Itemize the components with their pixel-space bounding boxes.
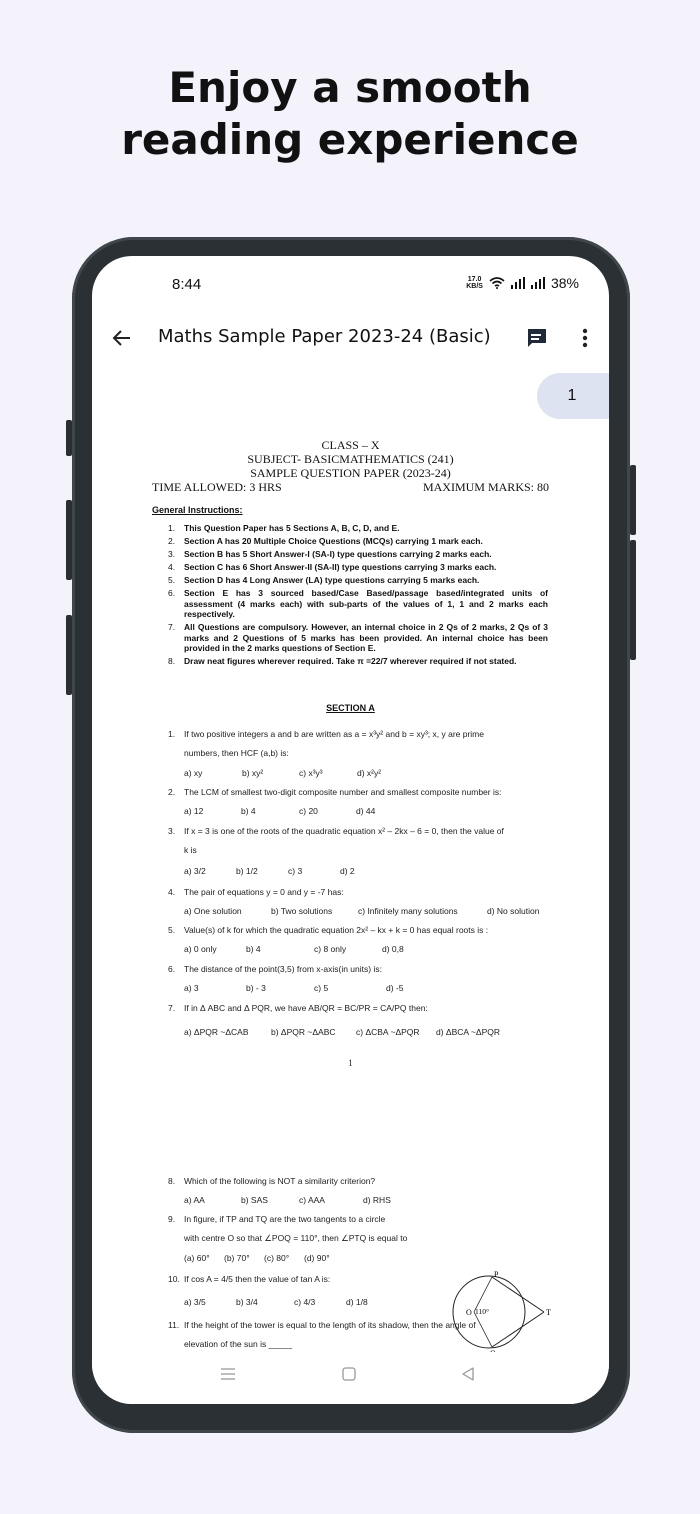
comment-icon[interactable] bbox=[525, 326, 549, 350]
question-number: 4. bbox=[168, 887, 176, 897]
option: a) One solution bbox=[184, 906, 242, 916]
question-text: If cos A = 4/5 then the value of tan A is: bbox=[184, 1274, 331, 1284]
question-number: 11. bbox=[168, 1320, 180, 1330]
question-text: The pair of equations y = 0 and y = -7 has: bbox=[184, 887, 344, 897]
option: a) 3/2 bbox=[184, 866, 206, 876]
phone-screen bbox=[92, 256, 609, 1404]
instruction-text: All Questions are compulsory. However, an internal choice in 2 Qs of 2 marks, 2 Qs of 3 marks and 2 Questions of 5 marks has been provided. An internal choice has been provided in the 2 marks questions of Section E. bbox=[184, 622, 548, 653]
option: d) 0,8 bbox=[382, 944, 404, 954]
document-title: Maths Sample Paper 2023-24 (Basic) bbox=[158, 326, 491, 347]
more-vert-icon[interactable] bbox=[580, 326, 590, 350]
question-text: In figure, if TP and TQ are the two tangents to a circle bbox=[184, 1214, 386, 1224]
option: c) 20 bbox=[299, 806, 318, 816]
question-3-options bbox=[184, 866, 554, 876]
recents-nav-icon[interactable] bbox=[220, 1366, 236, 1382]
maximum-marks: MAXIMUM MARKS: 80 bbox=[422, 480, 549, 494]
question-number: 3. bbox=[168, 826, 176, 836]
option: (d) 90° bbox=[304, 1253, 330, 1263]
status-icons bbox=[466, 275, 579, 291]
instruction-number: 7. bbox=[168, 622, 176, 632]
question-number: 10. bbox=[168, 1274, 180, 1284]
question-9-options bbox=[184, 1253, 554, 1263]
question-number: 6. bbox=[168, 964, 176, 974]
question-1 bbox=[168, 729, 548, 739]
option: b) SAS bbox=[241, 1195, 268, 1205]
figure-label-p: P bbox=[494, 1270, 499, 1279]
instruction-text: Section C has 6 Short Answer-II (SA-II) type questions carrying 3 marks each. bbox=[184, 562, 497, 572]
option: c) x³y³ bbox=[299, 768, 323, 778]
instruction-number: 4. bbox=[168, 562, 176, 572]
question-number: 1. bbox=[168, 729, 176, 739]
instruction-item bbox=[168, 656, 548, 667]
question-3-line-2: k is bbox=[184, 845, 197, 855]
question-8 bbox=[168, 1176, 548, 1186]
instruction-item bbox=[168, 562, 548, 573]
question-2-options bbox=[184, 806, 554, 816]
instruction-item bbox=[168, 549, 548, 560]
time-allowed: TIME ALLOWED: 3 HRS bbox=[152, 480, 282, 494]
option: b) Two solutions bbox=[271, 906, 333, 916]
option: a) 0 only bbox=[184, 944, 217, 954]
status-bar bbox=[92, 256, 609, 316]
doc-paper-title: SAMPLE QUESTION PAPER (2023-24) bbox=[250, 466, 451, 480]
instruction-number: 8. bbox=[168, 656, 176, 666]
option: (a) 60° bbox=[184, 1253, 210, 1263]
instruction-text: This Question Paper has 5 Sections A, B, C, D, and E. bbox=[184, 523, 400, 533]
instruction-item bbox=[168, 622, 548, 654]
option: (c) 80° bbox=[264, 1253, 290, 1263]
instruction-list bbox=[168, 523, 548, 667]
question-number: 8. bbox=[168, 1176, 176, 1186]
option: (b) 70° bbox=[224, 1253, 250, 1263]
status-time: 8:44 bbox=[172, 276, 202, 293]
question-number: 9. bbox=[168, 1214, 176, 1224]
question-text: Which of the following is NOT a similarity criterion? bbox=[184, 1176, 376, 1186]
option: a) 3/5 bbox=[184, 1297, 206, 1307]
back-arrow-icon[interactable] bbox=[110, 326, 134, 350]
option: d) 2 bbox=[340, 866, 355, 876]
instruction-text: Section B has 5 Short Answer-I (SA-I) type questions carrying 2 marks each. bbox=[184, 549, 492, 559]
tangent-circle-figure bbox=[444, 1268, 554, 1358]
option: d) RHS bbox=[363, 1195, 391, 1205]
question-6 bbox=[168, 964, 548, 974]
figure-label-o: O bbox=[466, 1308, 472, 1317]
option: d) 1/8 bbox=[346, 1297, 368, 1307]
option: d) No solution bbox=[487, 906, 540, 916]
question-text: If two positive integers a and b are written as a = x³y² and b = xy³; x, y are prime bbox=[184, 729, 484, 739]
phone-side-button bbox=[66, 500, 72, 580]
question-1-line-2: numbers, then HCF (a,b) is: bbox=[184, 748, 289, 758]
option: b) xy² bbox=[242, 768, 264, 778]
promo-headline bbox=[0, 62, 700, 166]
instruction-number: 3. bbox=[168, 549, 176, 559]
option: b) 4 bbox=[246, 944, 261, 954]
instruction-number: 1. bbox=[168, 523, 176, 533]
option: a) xy bbox=[184, 768, 203, 778]
option: d) 44 bbox=[356, 806, 376, 816]
battery-level: 38% bbox=[550, 275, 579, 291]
signal-icon bbox=[531, 277, 545, 289]
question-9-line-2: with centre O so that ∠POQ = 110°, then ∠PTQ is equal to bbox=[184, 1233, 408, 1243]
option: a) AA bbox=[184, 1195, 205, 1205]
question-text: If x = 3 is one of the roots of the quadratic equation x² – 2kx – 6 = 0, then the value of bbox=[184, 826, 504, 836]
question-text: If in Δ ABC and Δ PQR, we have AB/QR = BC/PR = CA/PQ then: bbox=[184, 1003, 428, 1013]
pdf-page-number: 1 bbox=[348, 1058, 353, 1068]
doc-time-marks-row bbox=[92, 480, 609, 494]
question-7-options bbox=[184, 1027, 554, 1037]
question-8-options bbox=[184, 1195, 554, 1205]
option: b) 3/4 bbox=[236, 1297, 258, 1307]
question-4 bbox=[168, 887, 548, 897]
option: b) ΔPQR ~ΔABC bbox=[271, 1027, 336, 1037]
instruction-item bbox=[168, 523, 548, 534]
option: a) 12 bbox=[184, 806, 204, 816]
phone-side-button bbox=[630, 540, 636, 660]
option: c) 3 bbox=[288, 866, 303, 876]
option: b) - 3 bbox=[246, 983, 266, 993]
instruction-number: 2. bbox=[168, 536, 176, 546]
question-7 bbox=[168, 1003, 548, 1013]
network-speed-value: 17.0 bbox=[467, 276, 482, 283]
page-indicator: 1 bbox=[537, 373, 609, 419]
option: d) ΔBCA ~ΔPQR bbox=[436, 1027, 501, 1037]
question-2 bbox=[168, 787, 548, 797]
question-3 bbox=[168, 826, 548, 836]
phone-side-button bbox=[66, 420, 72, 456]
headline-line-2: reading experience bbox=[121, 115, 579, 164]
doc-subject: SUBJECT- BASICMATHEMATICS (241) bbox=[247, 452, 454, 466]
option: c) 4/3 bbox=[294, 1297, 316, 1307]
question-number: 2. bbox=[168, 787, 176, 797]
question-9 bbox=[168, 1214, 548, 1224]
question-5-options bbox=[184, 944, 554, 954]
question-text: If the height of the tower is equal to the length of its shadow, then the angle of bbox=[184, 1320, 476, 1330]
question-text: The LCM of smallest two-digit composite number and smallest composite number is: bbox=[184, 787, 502, 797]
option: d) -5 bbox=[386, 983, 404, 993]
option: b) 1/2 bbox=[236, 866, 258, 876]
back-nav-icon[interactable] bbox=[460, 1366, 476, 1382]
question-number: 7. bbox=[168, 1003, 176, 1013]
doc-class: CLASS – X bbox=[321, 438, 380, 452]
instruction-text: Section E has 3 sourced based/Case Based/passage based/integrated units of assessment (4 marks each) with sub-parts of the values of 1, 1 and 2 marks each respectively. bbox=[184, 588, 548, 619]
instruction-number: 6. bbox=[168, 588, 176, 598]
instruction-number: 5. bbox=[168, 575, 176, 585]
instruction-text: Section D has 4 Long Answer (LA) type questions carrying 5 marks each. bbox=[184, 575, 480, 585]
signal-icon bbox=[511, 277, 525, 289]
question-text: Value(s) of k for which the quadratic equation 2x² – kx + k = 0 has equal roots is : bbox=[184, 925, 489, 935]
question-1-options bbox=[184, 768, 554, 778]
option: c) ΔCBA ~ΔPQR bbox=[356, 1027, 420, 1037]
option: c) 5 bbox=[314, 983, 329, 993]
instruction-text: Section A has 20 Multiple Choice Questions (MCQs) carrying 1 mark each. bbox=[184, 536, 483, 546]
question-number: 5. bbox=[168, 925, 176, 935]
figure-angle-label: 110° bbox=[475, 1307, 489, 1316]
general-instructions-title: General Instructions: bbox=[152, 505, 243, 515]
question-4-options bbox=[184, 906, 554, 916]
figure-label-t: T bbox=[546, 1308, 551, 1317]
section-a-title: SECTION A bbox=[326, 703, 375, 713]
network-speed-unit: KB/S bbox=[466, 283, 483, 290]
instruction-text: Draw neat figures wherever required. Take π =22/7 wherever required if not stated. bbox=[184, 656, 517, 666]
option: b) 4 bbox=[241, 806, 256, 816]
headline-line-1: Enjoy a smooth bbox=[168, 63, 532, 112]
phone-side-button bbox=[630, 465, 636, 535]
option: c) Infinitely many solutions bbox=[358, 906, 458, 916]
option: d) x²y² bbox=[357, 768, 382, 778]
option: a) 3 bbox=[184, 983, 199, 993]
instruction-item bbox=[168, 575, 548, 586]
question-11-line-2: elevation of the sun is _____ bbox=[184, 1339, 293, 1349]
home-nav-icon[interactable] bbox=[341, 1366, 357, 1382]
system-nav-bar bbox=[92, 1352, 609, 1404]
option: a) ΔPQR ~ΔCAB bbox=[184, 1027, 249, 1037]
instruction-item bbox=[168, 536, 548, 547]
phone-side-button bbox=[66, 615, 72, 695]
network-speed bbox=[466, 276, 483, 290]
question-5 bbox=[168, 925, 548, 935]
instruction-item bbox=[168, 588, 548, 620]
question-text: The distance of the point(3,5) from x-axis(in units) is: bbox=[184, 964, 382, 974]
question-6-options bbox=[184, 983, 554, 993]
app-bar bbox=[92, 316, 609, 372]
option: c) AAA bbox=[299, 1195, 325, 1205]
wifi-icon bbox=[489, 277, 505, 289]
option: c) 8 only bbox=[314, 944, 347, 954]
